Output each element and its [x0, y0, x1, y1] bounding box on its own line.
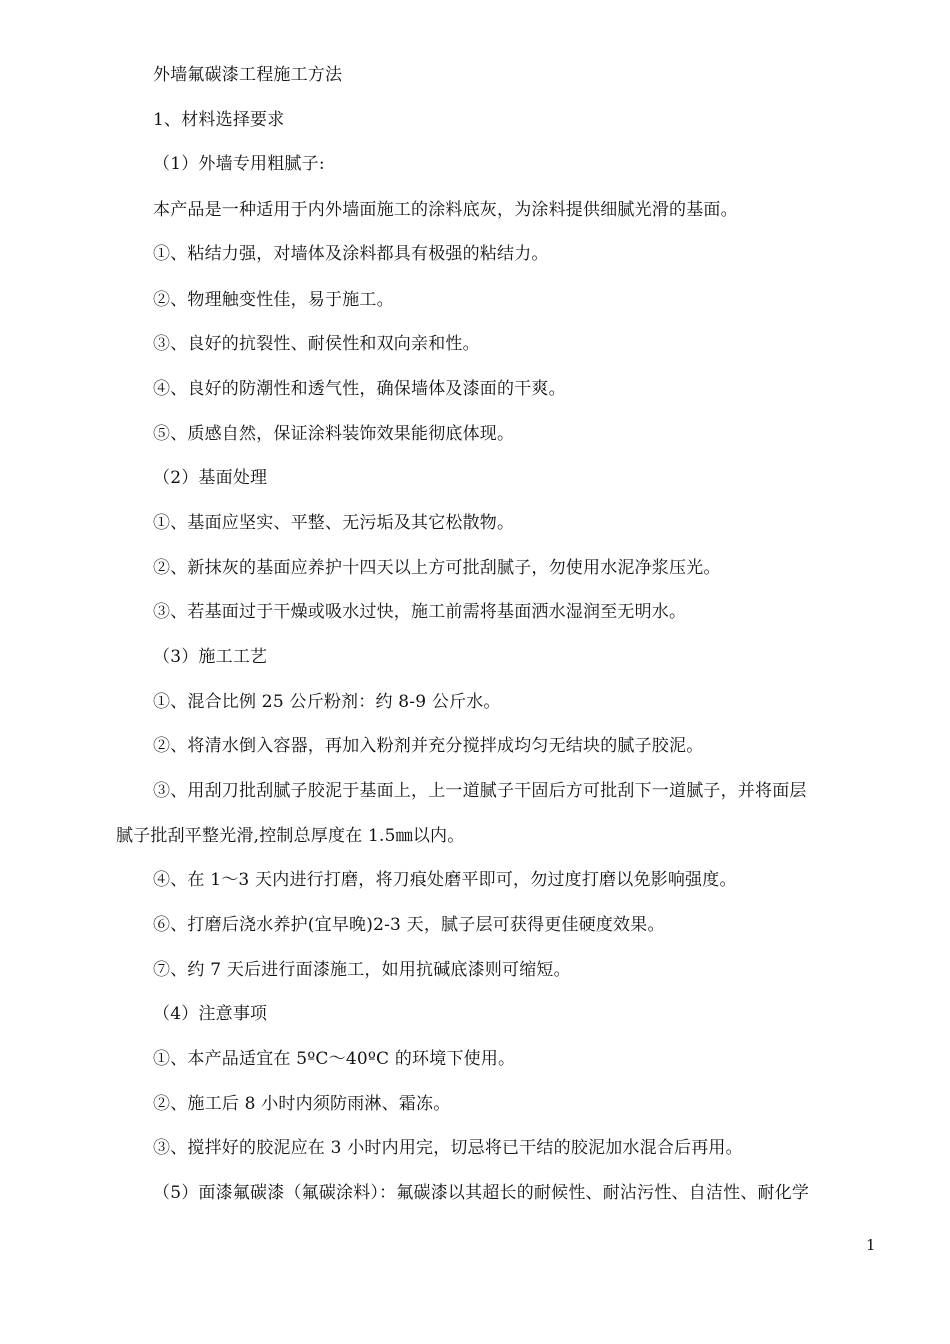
list-item: ②、新抹灰的基面应养护十四天以上方可批刮腻子，勿使用水泥净浆压光。 — [153, 558, 721, 578]
list-item: ④、在 1～3 天内进行打磨，将刀痕处磨平即可，勿过度打磨以免影响强度。 — [153, 870, 737, 890]
paragraph-line: 本产品是一种适用于内外墙面施工的涂料底灰，为涂料提供细腻光滑的基面。 — [153, 200, 738, 220]
section-heading-material-requirements: 1、材料选择要求 — [153, 110, 285, 130]
list-item: ④、良好的防潮性和透气性，确保墙体及漆面的干爽。 — [153, 379, 566, 399]
list-item: ②、施工后 8 小时内须防雨淋、霜冻。 — [153, 1094, 451, 1114]
list-item-continuation: 腻子批刮平整光滑,控制总厚度在 1.5㎜以内。 — [116, 826, 465, 846]
list-item: ②、物理触变性佳，易于施工。 — [153, 290, 394, 310]
document-title: 外墙氟碳漆工程施工方法 — [153, 65, 343, 85]
list-item: ①、混合比例 25 公斤粉剂：约 8-9 公斤水。 — [153, 692, 501, 712]
subsection-heading-construction-process: （3）施工工艺 — [153, 647, 268, 667]
list-item: ⑤、质感自然，保证涂料装饰效果能彻底体现。 — [153, 424, 515, 444]
list-item: ③、良好的抗裂性、耐侯性和双向亲和性。 — [153, 334, 480, 354]
list-item: ③、搅拌好的胶泥应在 3 小时内用完，切忌将已干结的胶泥加水混合后再用。 — [153, 1138, 743, 1158]
list-item: ①、粘结力强，对墙体及涂料都具有极强的粘结力。 — [153, 244, 549, 264]
list-item: ⑦、约 7 天后进行面漆施工，如用抗碱底漆则可缩短。 — [153, 960, 571, 980]
list-item: ②、将清水倒入容器，再加入粉剂并充分搅拌成均匀无结块的腻子胶泥。 — [153, 736, 704, 756]
subsection-heading-putty: （1）外墙专用粗腻子: — [153, 154, 325, 174]
subsection-heading-base-treatment: （2）基面处理 — [153, 468, 268, 488]
list-item: ③、用刮刀批刮腻子胶泥于基面上，上一道腻子干固后方可批刮下一道腻子，并将面层 — [153, 781, 807, 801]
subsection-heading-precautions: （4）注意事项 — [153, 1004, 268, 1024]
page-number: 1 — [866, 1236, 876, 1254]
list-item: ①、本产品适宜在 5ºC～40ºC 的环境下使用。 — [153, 1049, 516, 1069]
subsection-heading-topcoat: （5）面漆氟碳漆（氟碳涂料）：氟碳漆以其超长的耐候性、耐沾污性、自洁性、耐化学 — [153, 1183, 810, 1203]
list-item: ③、若基面过于干燥或吸水过快，施工前需将基面洒水湿润至无明水。 — [153, 602, 687, 622]
list-item: ⑥、打磨后浇水养护(宜早晚)2-3 天，腻子层可获得更佳硬度效果。 — [153, 915, 665, 935]
list-item: ①、基面应坚实、平整、无污垢及其它松散物。 — [153, 513, 515, 533]
